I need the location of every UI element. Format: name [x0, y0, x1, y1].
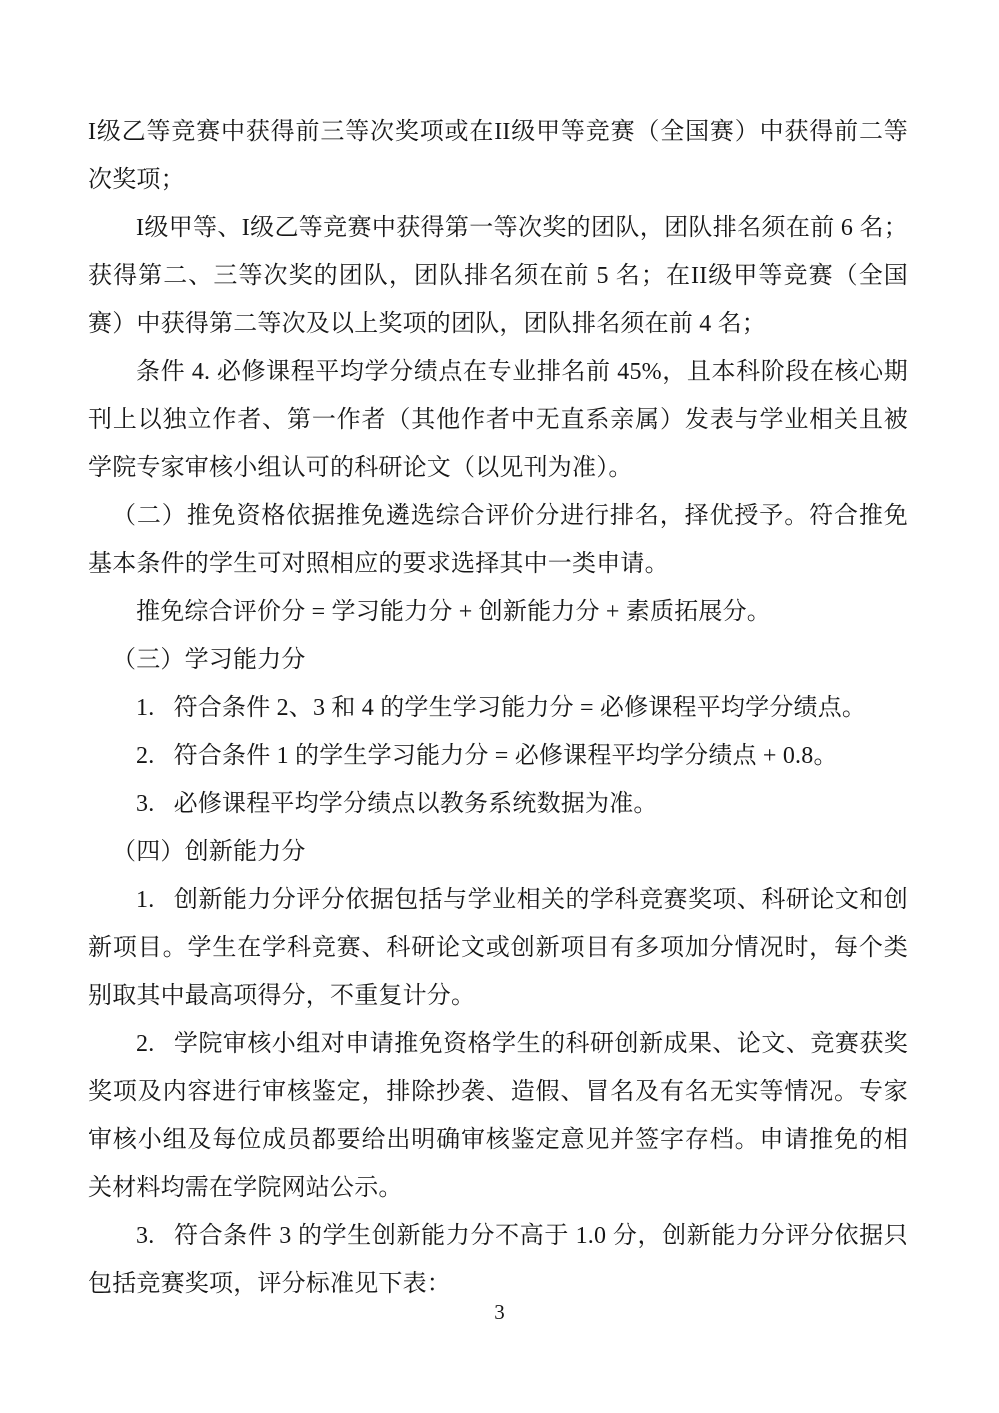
paragraph-text: 符合条件 2、3 和 4 的学生学习能力分 = 必修课程平均学分绩点。	[173, 695, 867, 721]
paragraph-text: 符合条件 3 的学生创新能力分不高于 1.0 分，创新能力分评分依据只包括竞赛奖项，评分标准见下表：	[88, 1223, 908, 1297]
paragraph-text: （二）推免资格依据推免遴选综合评价分进行排名，择优授予。符合推免基本条件的学生可对照相应的要求选择其中一类申请。	[88, 503, 908, 577]
paragraph-text: 必修课程平均学分绩点以教务系统数据为准。	[173, 791, 658, 817]
list-marker: 1.	[136, 887, 155, 913]
paragraph-text: （三）学习能力分	[112, 647, 306, 673]
list-marker: 3.	[136, 791, 155, 817]
paragraph-text: I级乙等竞赛中获得前三等次奖项或在II级甲等竞赛（全国赛）中获得前二等次奖项；	[88, 119, 908, 193]
paragraph	[88, 492, 908, 588]
paragraph-text: 学院审核小组对申请推免资格学生的科研创新成果、论文、竞赛获奖奖项及内容进行审核鉴定，排除抄袭、造假、冒名及有名无实等情况。专家审核小组及每位成员都要给出明确审核鉴定意见并签字存档。申请推免的相关材料均需在学院网站公示。	[88, 1031, 908, 1201]
paragraph	[88, 684, 908, 732]
paragraph	[88, 588, 908, 636]
list-marker: 1.	[136, 695, 155, 721]
paragraph	[88, 348, 908, 492]
paragraph	[88, 204, 908, 348]
page-number: 3	[494, 1300, 505, 1324]
paragraph-text: 条件 4. 必修课程平均学分绩点在专业排名前 45%，且本科阶段在核心期刊上以独立作者、第一作者（其他作者中无直系亲属）发表与学业相关且被学院专家审核小组认可的科研论文（以见刊为准）。	[88, 359, 908, 481]
paragraph	[88, 876, 908, 1020]
paragraph	[88, 780, 908, 828]
page-footer	[0, 1300, 999, 1324]
list-marker: 3.	[136, 1223, 155, 1249]
paragraph	[88, 636, 908, 684]
paragraph-text: I级甲等、I级乙等竞赛中获得第一等次奖的团队，团队排名须在前 6 名；获得第二、三等次奖的团队，团队排名须在前 5 名；在II级甲等竞赛（全国赛）中获得第二等次及以上奖项的团队，团队排名须在前 4 名；	[88, 215, 908, 337]
list-marker: 2.	[136, 1031, 155, 1057]
paragraph-text: （四）创新能力分	[112, 839, 306, 865]
paragraph	[88, 1020, 908, 1212]
paragraph-text: 创新能力分评分依据包括与学业相关的学科竞赛奖项、科研论文和创新项目。学生在学科竞赛、科研论文或创新项目有多项加分情况时，每个类别取其中最高项得分，不重复计分。	[88, 887, 908, 1009]
paragraph-text: 符合条件 1 的学生学习能力分 = 必修课程平均学分绩点 + 0.8。	[173, 743, 838, 769]
paragraph	[88, 732, 908, 780]
paragraph-text: 推免综合评价分 = 学习能力分 + 创新能力分 + 素质拓展分。	[136, 599, 772, 625]
list-marker: 2.	[136, 743, 155, 769]
paragraph	[88, 108, 908, 204]
document-body	[88, 108, 908, 1308]
paragraph	[88, 1212, 908, 1308]
paragraph	[88, 828, 908, 876]
